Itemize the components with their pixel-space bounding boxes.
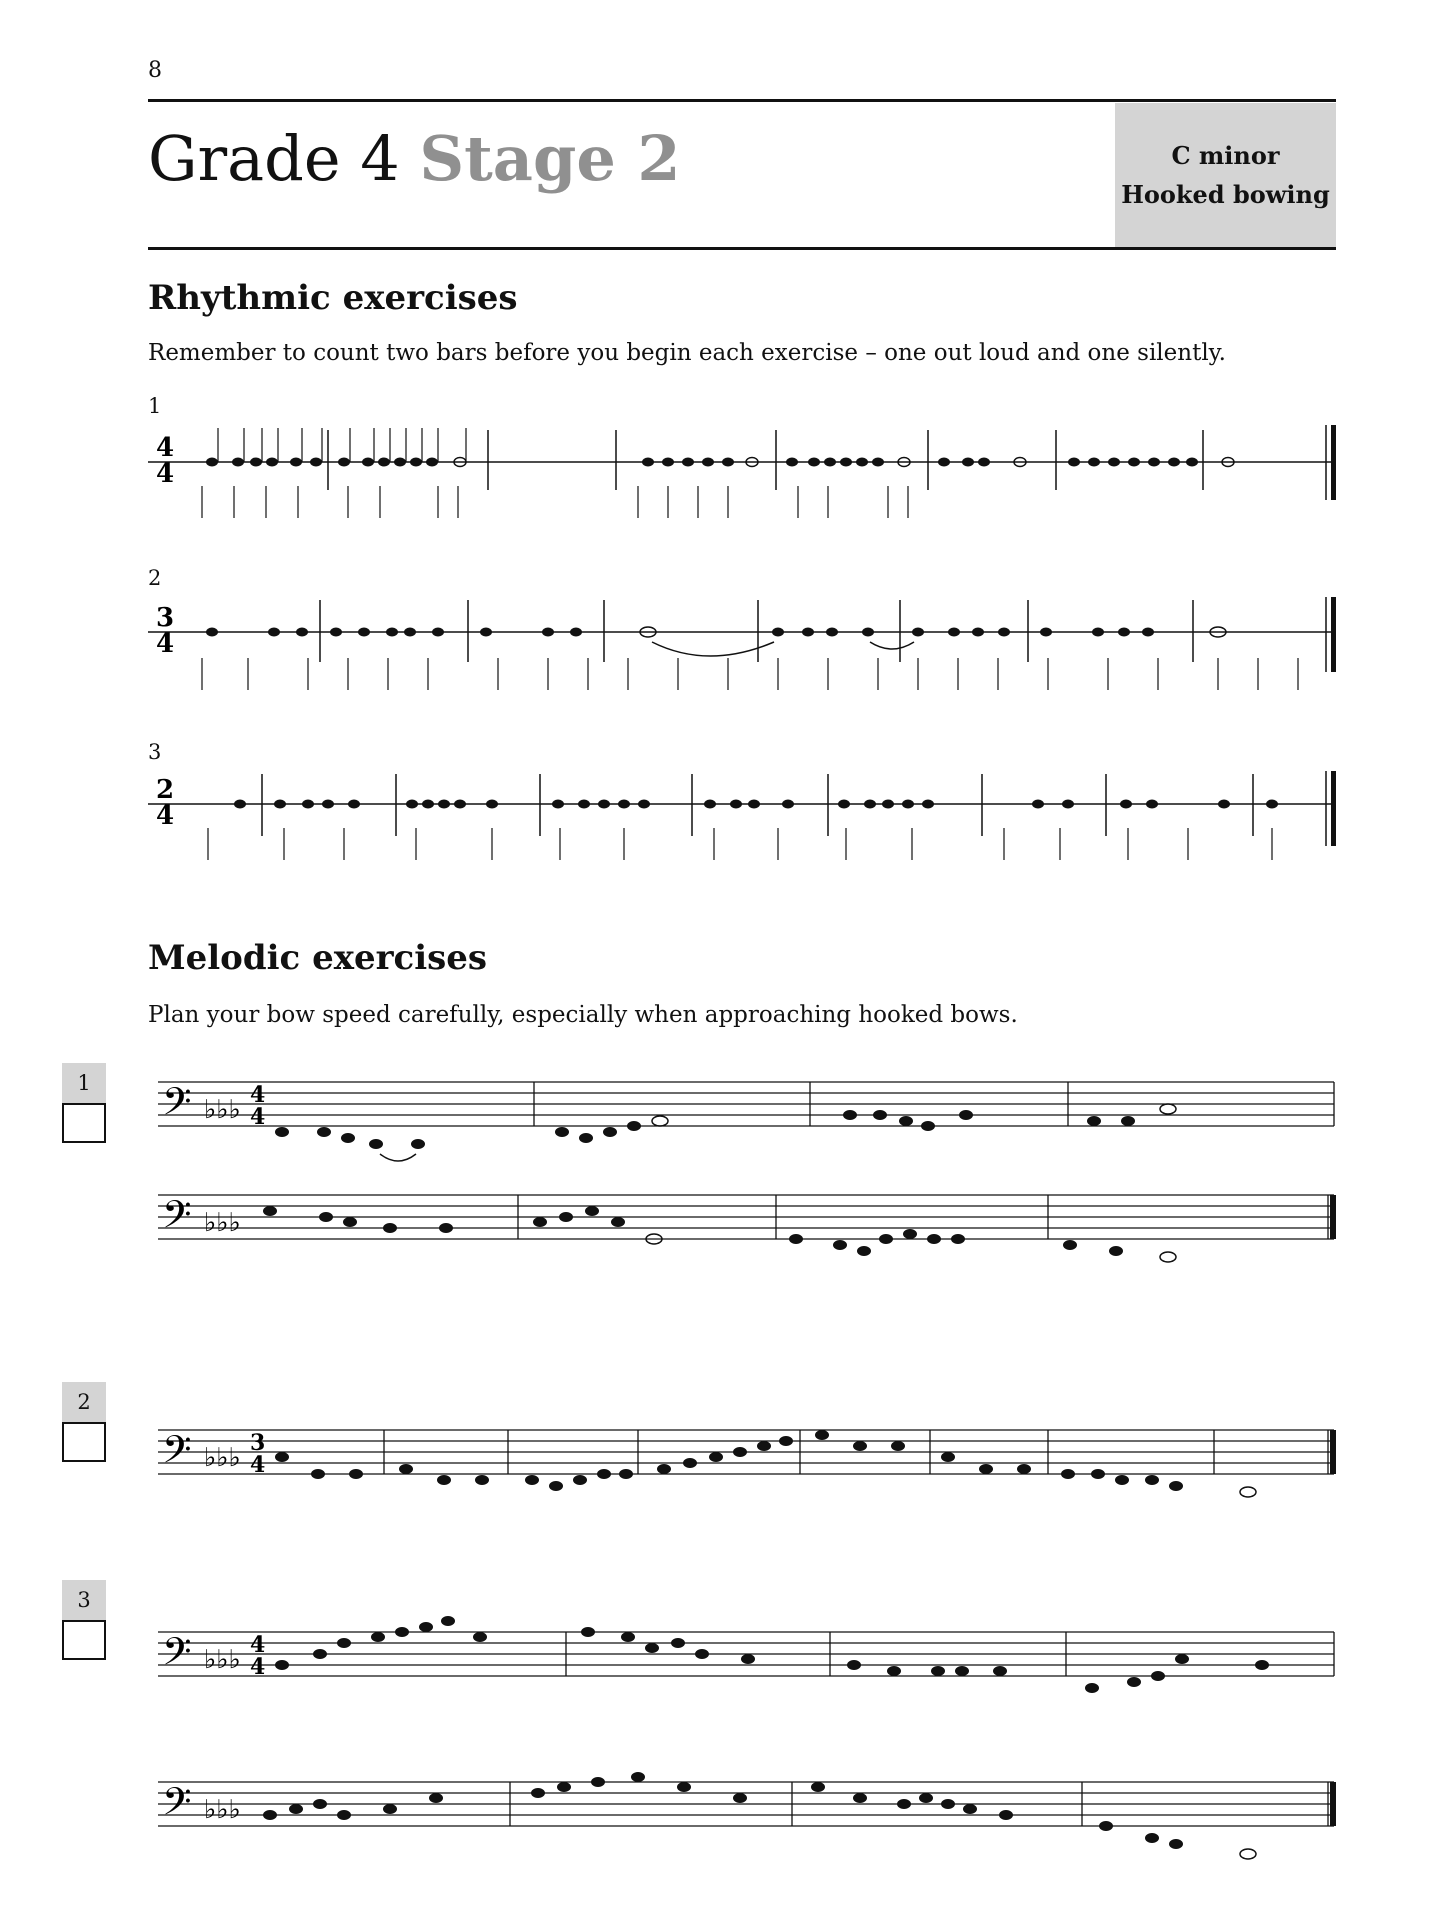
svg-text:♭♭♭: ♭♭♭ — [204, 1208, 241, 1238]
melodic-exercise-1-system-1 — [158, 1079, 1338, 1162]
svg-text:4: 4 — [250, 1082, 266, 1108]
rhythmic-heading: Rhythmic exercises — [148, 278, 518, 318]
melodic-heading: Melodic exercises — [148, 938, 488, 978]
svg-text:2: 2 — [156, 775, 175, 805]
exercise-number: 1 — [62, 1063, 106, 1103]
bass-clef-icon: 𝄢 — [162, 1779, 192, 1833]
bass-clef-icon: 𝄢 — [162, 1629, 192, 1683]
melodic-exercise-1-box — [62, 1063, 106, 1143]
svg-text:4: 4 — [156, 801, 175, 831]
time-sig-top: 4 — [156, 433, 175, 463]
svg-text:♭♭♭: ♭♭♭ — [204, 1795, 241, 1825]
page-title — [148, 122, 681, 195]
bass-clef-icon: 𝄢 — [162, 1427, 192, 1481]
melodic-exercise-3-system-1 — [158, 1629, 1338, 1712]
header-bottom-rule — [148, 247, 1336, 250]
bass-clef-icon: 𝄢 — [162, 1192, 192, 1246]
rhythm-exercise-1-label: 1 — [148, 394, 162, 418]
rhythm-exercise-3-label: 3 — [148, 740, 162, 764]
melodic-exercise-3-box — [62, 1580, 106, 1660]
svg-text:♭♭♭: ♭♭♭ — [204, 1095, 241, 1125]
tag-key: C minor — [1171, 141, 1280, 171]
rhythm-exercise-1-notation — [148, 420, 1338, 530]
topic-tag-box — [1115, 103, 1336, 248]
melodic-instruction: Plan your bow speed carefully, especially when approaching hooked bows. — [148, 1002, 1018, 1028]
svg-text:♭♭♭: ♭♭♭ — [204, 1443, 241, 1473]
bass-clef-icon: 𝄢 — [162, 1079, 192, 1133]
rhythmic-instruction: Remember to count two bars before you begin each exercise – one out loud and one silently. — [148, 340, 1226, 366]
page-number: 8 — [148, 58, 162, 83]
svg-text:3: 3 — [250, 1430, 266, 1456]
completion-checkbox[interactable] — [62, 1422, 106, 1462]
svg-text:4: 4 — [156, 629, 175, 659]
top-rule — [148, 99, 1336, 102]
time-sig-bottom: 4 — [156, 459, 175, 489]
completion-checkbox[interactable] — [62, 1620, 106, 1660]
exercise-number: 2 — [62, 1382, 106, 1422]
title-stage: Stage 2 — [419, 122, 681, 195]
rhythm-exercise-3-notation — [148, 766, 1338, 876]
svg-text:3: 3 — [156, 603, 175, 633]
svg-text:4: 4 — [250, 1104, 266, 1130]
svg-text:4: 4 — [250, 1632, 266, 1658]
melodic-exercise-2-box — [62, 1382, 106, 1462]
svg-text:4: 4 — [250, 1452, 266, 1478]
tag-technique: Hooked bowing — [1121, 179, 1330, 209]
title-grade: Grade 4 — [148, 122, 400, 195]
melodic-exercise-3-system-2 — [158, 1779, 1338, 1862]
melodic-exercise-2-system-1 — [158, 1427, 1338, 1510]
rhythm-exercise-2-label: 2 — [148, 566, 162, 590]
exercise-number: 3 — [62, 1580, 106, 1620]
svg-text:4: 4 — [250, 1654, 266, 1680]
completion-checkbox[interactable] — [62, 1103, 106, 1143]
melodic-exercise-1-system-2 — [158, 1192, 1338, 1275]
rhythm-exercise-2-notation — [148, 592, 1338, 702]
svg-text:♭♭♭: ♭♭♭ — [204, 1645, 241, 1675]
